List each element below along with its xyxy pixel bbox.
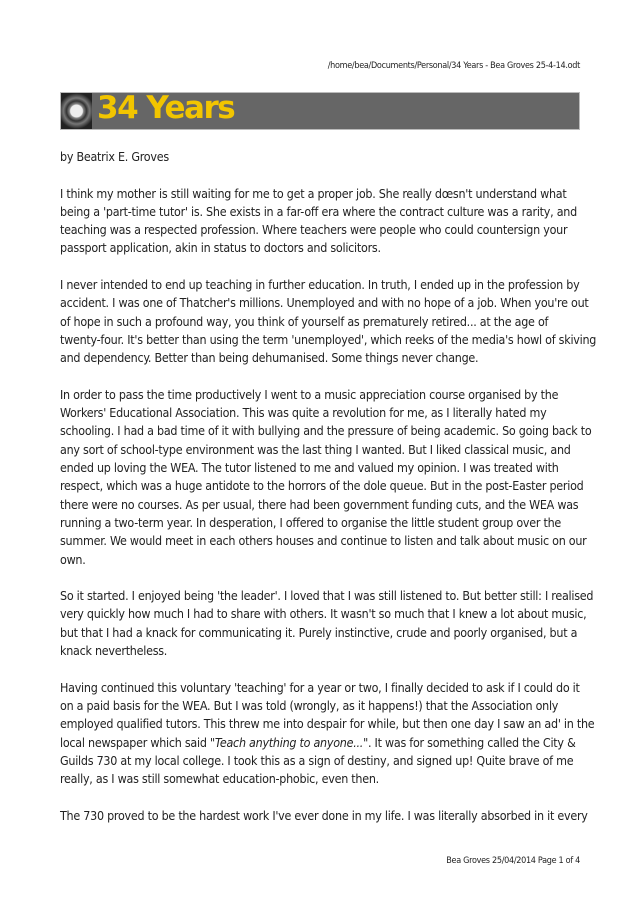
italic-quote: "Teach anything to anyone..." [209, 734, 368, 750]
body-text [60, 148, 597, 843]
byline: by Beatrix E. Groves [60, 149, 169, 164]
title-banner [60, 92, 580, 130]
paragraph [60, 276, 597, 367]
text-line: ended up loving the WEA. The tutor listened to me and valued my opinion. I was treated with [60, 460, 559, 476]
text-line: there were no courses. As per usual, there had been government funding cuts, and the WEA was [60, 496, 579, 512]
text-line [60, 734, 590, 752]
text-line: respect, which was a huge antidote to the horrors of the dole queue. But in the post-Easter period [60, 478, 584, 494]
page-footer: Bea Groves 25/04/2014 Page 1 of 4 [446, 856, 580, 866]
text-line: I never intended to end up teaching in further education. In truth, I ended up in the profession by [60, 277, 580, 293]
text-line: So it started. I enjoyed being 'the leader'. I loved that I was still listened to. But better still: I realised [60, 588, 594, 604]
text-line: The 730 proved to be the hardest work I've ever done in my life. I was literally absorbed in it every [60, 807, 588, 823]
text-line: accident. I was one of Thatcher's millions. Unemployed and with no hope of a job. When you're out [60, 295, 589, 311]
document-title: 34 Years [97, 90, 235, 126]
text-line: In order to pass the time productively I went to a music appreciation course organised by the [60, 386, 559, 402]
text-line: Having continued this voluntary 'teaching' for a year or two, I finally decided to ask if I could do it [60, 679, 580, 695]
text-line: I think my mother is still waiting for me to get a proper job. She really dœsn't understand what [60, 185, 567, 201]
text-line: being a 'part-time tutor' is. She exists in a far-off era where the contract culture was a rarity, and [60, 203, 577, 219]
text-line: own. [60, 551, 86, 567]
text-line: and dependency. Better than being dehumanised. Some things never change. [60, 350, 479, 366]
paragraph [60, 587, 594, 660]
sun-logo-icon [61, 93, 92, 129]
text-line: summer. We would meet in each others houses and continue to listen and talk about music on our [60, 533, 587, 549]
text-line: running a two-term year. In desperation, I offered to organise the little student group over the [60, 514, 562, 530]
text-line: very quickly how much I had to share with others. It wasn't so much that I knew a lot about music, [60, 606, 587, 622]
text-line: on a paid basis for the WEA. But I was told (wrongly, as it happens!) that the Association only [60, 697, 559, 713]
text-line: Workers' Educational Association. This was quite a revolution for me, as I literally hated my [60, 405, 547, 421]
text-segment: local newspaper which said [60, 734, 210, 750]
text-line: knack nevertheless. [60, 643, 168, 659]
paragraph [60, 679, 595, 789]
text-line: any sort of school-type environment was the last thing I wanted. But I liked classical music, and [60, 441, 571, 457]
text-line: of hope in such a profound way, you think of yourself as prematurely retired... at the age of [60, 313, 549, 329]
paragraph [60, 386, 590, 569]
text-line: really, as I was still somewhat education-phobic, even then. [60, 771, 379, 787]
text-line: teaching was a respected profession. Where teachers were people who could countersign your [60, 222, 568, 238]
text-line: passport application, akin in status to doctors and solicitors. [60, 240, 381, 256]
text-segment: . It was for something called the City & [367, 734, 576, 750]
paragraph [60, 807, 590, 825]
text-line: schooling. I had a bad time of it with bullying and the pressure of being academic. So going back to [60, 423, 592, 439]
text-line: but that I had a knack for communicating it. Purely instinctive, crude and poorly organised, but a [60, 624, 578, 640]
header-file-path: /home/bea/Documents/Personal/34 Years - Bea Groves 25-4-14.odt [327, 61, 580, 71]
text-line: employed qualified tutors. This threw me into despair for while, but then one day I saw an ad' in the [60, 716, 595, 732]
paragraph [60, 185, 590, 258]
text-line: Guilds 730 at my local college. I took this as a sign of destiny, and signed up! Quite brave of me [60, 752, 574, 768]
text-line: twenty-four. It's better than using the term 'unemployed', which reeks of the media's howl of skiving [60, 331, 597, 347]
